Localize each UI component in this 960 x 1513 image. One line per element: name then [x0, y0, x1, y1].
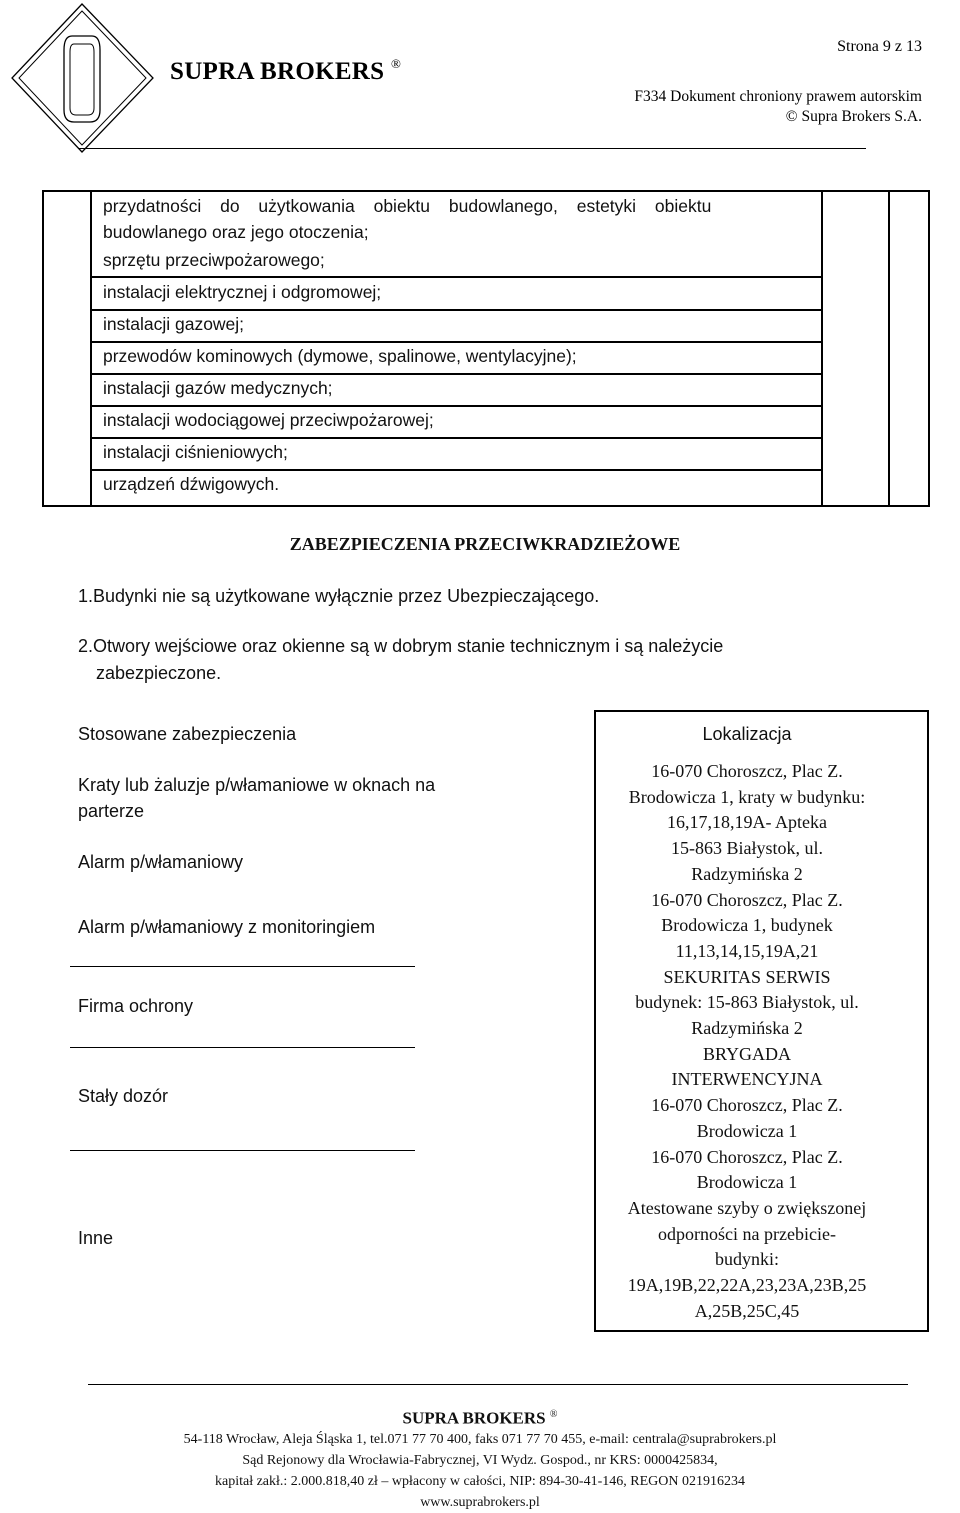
footer-line-3: kapitał zakł.: 2.000.818,40 zł – wpłacony w całości, NIP: 894-30-41-146, REGON 021916234 [215, 1473, 745, 1489]
list-item: budowlanego oraz jego otoczenia; [103, 222, 369, 242]
list-item: przydatności do użytkowania obiektu budowlanego, estetyki obiektu [103, 196, 712, 216]
section-item-1: 1.Budynki nie są użytkowane wyłącznie przez Ubezpieczającego. [78, 586, 600, 606]
list-item: urządzeń dźwigowych. [103, 474, 280, 494]
header-rule [78, 148, 866, 149]
location-cell: 16-070 Choroszcz, Plac Z. Brodowicza 1, kraty w budynku: 16,17,18,19A- Apteka 15-863 Białystok, ul. Radzymińska 2 16-070 Choroszcz, Plac Z. Brodowicza 1, budynek 11,13,14,15,19A,21 SEKURITAS SERWIS budynek: 15-863 Białystok, ul. Radzymińska 2 BRYGADA INTERWENCYJNA 16-070 Choroszcz, Plac Z. Brodowicza 1 16-070 Choroszcz, Plac Z. Brodowicza 1 Atestowane szyby o zwiększonej odporności na przebicie- budynki: 19A,19B,22,22A,23,23A,23B,25 A,25B,25C,45 [627, 761, 867, 1321]
security-item: Alarm p/włamaniowy z monitoringiem [78, 917, 376, 937]
header-left: Stosowane zabezpieczenia [78, 724, 297, 744]
footer [0, 1404, 960, 1513]
list-item: instalacji gazowej; [103, 314, 245, 334]
security-item: Alarm p/włamaniowy [78, 852, 244, 872]
header-right: Lokalizacja [702, 724, 792, 744]
security-item: Firma ochrony [78, 996, 194, 1016]
list-item: instalacji wodociągowej przeciwpożarowej; [103, 410, 434, 430]
security-item: parterze [78, 801, 145, 821]
copyright-line-2: © Supra Brokers S.A. [785, 108, 922, 125]
list-item: instalacji ciśnieniowych; [103, 442, 288, 462]
section-title: ZABEZPIECZENIA PRZECIWKRADZIEŻOWE [289, 534, 681, 554]
list-item: instalacji elektrycznej i odgromowej; [103, 282, 382, 302]
security-item: Stały dozór [78, 1086, 169, 1106]
page-number: Strona 9 z 13 [837, 38, 922, 55]
footer-line-4: www.suprabrokers.pl [420, 1494, 540, 1510]
footer-line-1: 54-118 Wrocław, Aleja Śląska 1, tel.071 77 70 400, faks 071 77 70 455, e-mail: centrala@suprabrokers.pl [183, 1431, 777, 1447]
footer-brand: SUPRA BROKERS ® [402, 1408, 558, 1428]
section-item-2-line-1: 2.Otwory wejściowe oraz okienne są w dobrym stanie technicznym i są należycie [78, 636, 724, 656]
copyright-line-1: F334 Dokument chroniony prawem autorskim [634, 88, 922, 105]
header-brand: SUPRA BROKERS ® [170, 56, 402, 85]
list-item: przewodów kominowych (dymowe, spalinowe, wentylacyjne); [103, 346, 577, 366]
list-item: sprzętu przeciwpożarowego; [103, 250, 325, 270]
section-item-2-line-2: zabezpieczone. [96, 663, 222, 683]
list-item: instalacji gazów medycznych; [103, 378, 333, 398]
footer-rule [88, 1384, 908, 1385]
supra-brokers-logo [10, 2, 155, 154]
security-item: Inne [78, 1228, 114, 1248]
footer-line-2: Sąd Rejonowy dla Wrocławia-Fabrycznej, VI Wydz. Gospod., nr KRS: 0000425834, [242, 1452, 718, 1468]
security-item: Kraty lub żaluzje p/włamaniowe w oknach na [78, 775, 436, 795]
